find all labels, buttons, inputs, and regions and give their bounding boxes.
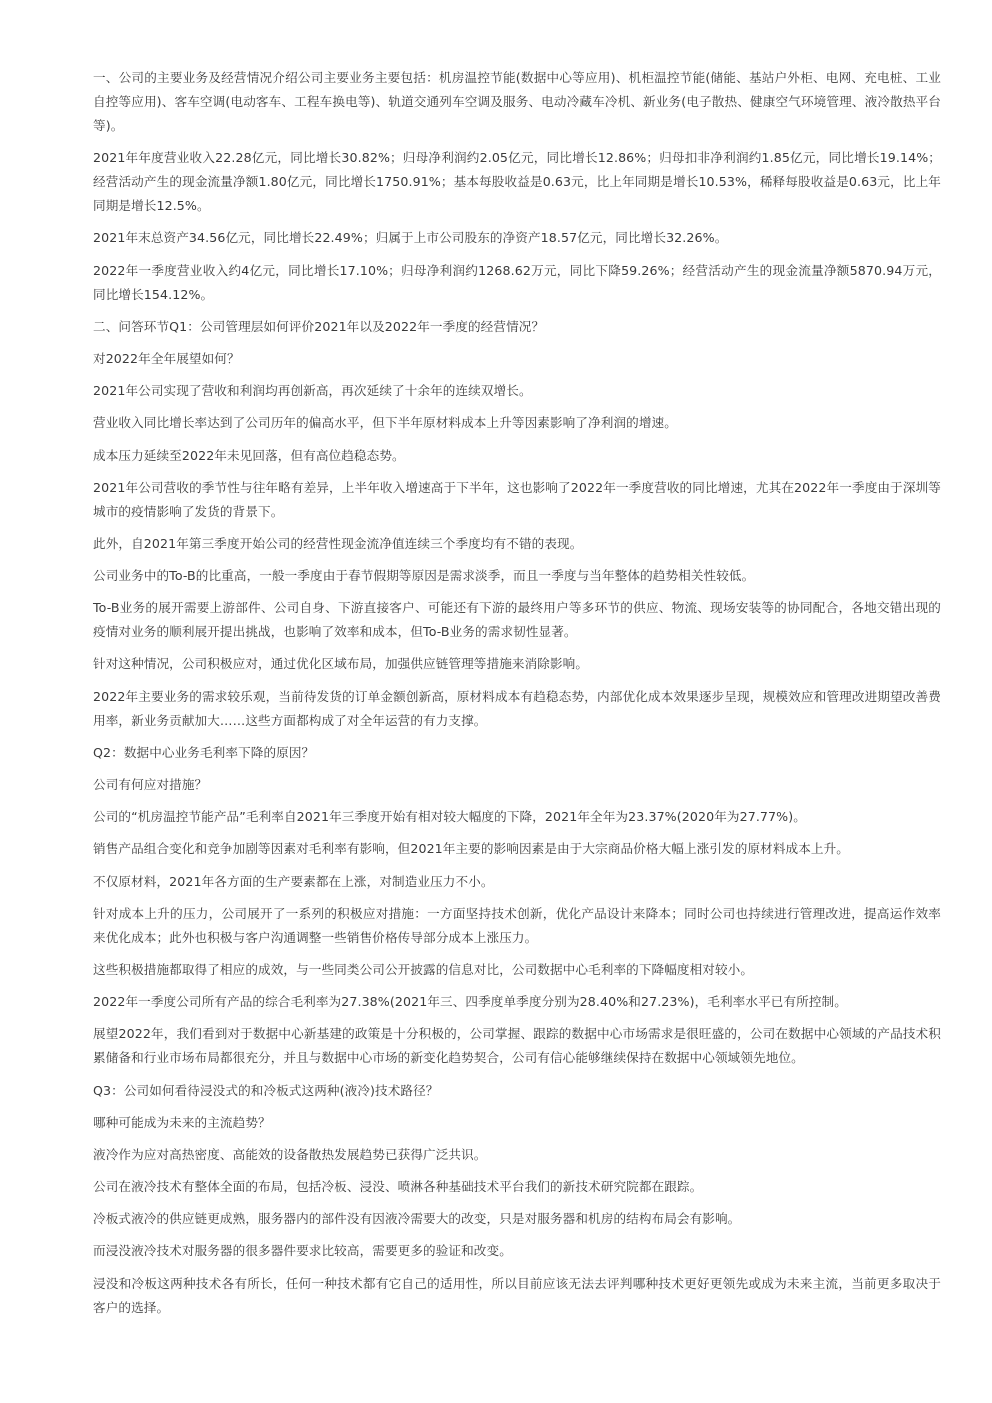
- answer-paragraph: 公司业务中的To-B的比重高，一般一季度由于春节假期等原因是需求淡季，而且一季度与当年整体的趋势相关性较低。: [93, 568, 755, 584]
- answer-paragraph: 销售产品组合变化和竞争加剧等因素对毛利率有影响，但2021年主要的影响因素是由于大宗商品价格大幅上涨引发的原材料成本上升。: [93, 841, 849, 857]
- answer-paragraph: 而浸没液冷技术对服务器的很多器件要求比较高，需要更多的验证和改变。: [93, 1243, 512, 1259]
- answer-paragraph: 公司在液冷技术有整体全面的布局，包括冷板、浸没、喷淋各种基础技术平台我们的新技术研究院都在跟踪。: [93, 1179, 703, 1195]
- document-page: [93, 66, 941, 1328]
- answer-paragraph: 不仅原材料，2021年各方面的生产要素都在上涨，对制造业压力不小。: [93, 873, 494, 889]
- answer-paragraph: 成本压力延续至2022年未见回落，但有高位趋稳态势。: [93, 447, 405, 463]
- answer-paragraph: 这些积极措施都取得了相应的成效，与一些同类公司公开披露的信息对比，公司数据中心毛利率的下降幅度相对较小。: [93, 961, 754, 977]
- business-overview-paragraph: 一、公司的主要业务及经营情况介绍公司主要业务主要包括：机房温控节能(数据中心等应用)、机柜温控节能(储能、基站户外柜、电网、充电桩、工业自控等应用)、客车空调(电动客车、工程车换电等)、轨道交通列车空调及服务、电动冷藏车冷机、新业务(电子散热、健康空气环境管理、液冷散热平台等)。: [93, 70, 941, 133]
- q2-followup-question: 公司有何应对措施？: [93, 777, 208, 792]
- q2-heading: Q2：数据中心业务毛利率下降的原因？: [93, 744, 315, 760]
- answer-paragraph: 冷板式液冷的供应链更成熟，服务器内的部件没有因液冷需要大的改变，只是对服务器和机房的结构布局会有影响。: [93, 1211, 741, 1227]
- qa-section-q1-heading: 二、问答环节Q1：公司管理层如何评价2021年以及2022年一季度的经营情况？: [93, 318, 545, 334]
- answer-paragraph: 2022年一季度公司所有产品的综合毛利率为27.38%(2021年三、四季度单季度分别为28.40%和27.23%)，毛利率水平已有所控制。: [93, 994, 847, 1010]
- q1-followup-question: 对2022年全年展望如何？: [93, 350, 240, 366]
- answer-paragraph: 浸没和冷板这两种技术各有所长，任何一种技术都有它自己的适用性，所以目前应该无法去评判哪种技术更好更领先或成为未来主流，当前更多取决于客户的选择。: [93, 1275, 941, 1315]
- q1-2022-results-paragraph: 2022年一季度营业收入约4亿元，同比增长17.10%；归母净利润约1268.62万元，同比下降59.26%；经营活动产生的现金流量净额5870.94万元，同比增长154.12%。: [93, 262, 941, 302]
- answer-paragraph: 2021年公司实现了营收和利润均再创新高，再次延续了十余年的连续双增长。: [93, 383, 532, 399]
- q3-followup-question: 哪种可能成为未来的主流趋势？: [93, 1114, 271, 1130]
- answer-paragraph: 针对这种情况，公司积极应对，通过优化区域布局，加强供应链管理等措施来消除影响。: [93, 656, 589, 672]
- answer-paragraph: 针对成本上升的压力，公司展开了一系列的积极应对措施：一方面坚持技术创新，优化产品设计来降本；同时公司也持续进行管理改进，提高运作效率来优化成本；此外也积极与客户沟通调整一些销售价格传导部分成本上涨压力。: [93, 905, 941, 945]
- q3-heading: Q3：公司如何看待浸没式的和冷板式这两种(液冷)技术路径？: [93, 1082, 439, 1098]
- answer-paragraph: 2021年公司营收的季节性与往年略有差异，上半年收入增速高于下半年，这也影响了2022年一季度营收的同比增速，尤其在2022年一季度由于深圳等城市的疫情影响了发货的背景下。: [93, 479, 941, 519]
- answer-paragraph: 营业收入同比增长率达到了公司历年的偏高水平，但下半年原材料成本上升等因素影响了净利润的增速。: [93, 415, 677, 431]
- answer-paragraph: 公司的“机房温控节能产品”毛利率自2021年三季度开始有相对较大幅度的下降，2021年全年为23.37%(2020年为27.77%)。: [93, 809, 806, 825]
- answer-paragraph: 液冷作为应对高热密度、高能效的设备散热发展趋势已获得广泛共识。: [93, 1146, 487, 1162]
- answer-paragraph: 此外，自2021年第三季度开始公司的经营性现金流净值连续三个季度均有不错的表现。: [93, 535, 583, 551]
- total-assets-paragraph: 2021年末总资产34.56亿元，同比增长22.49%；归属于上市公司股东的净资产18.57亿元，同比增长32.26%。: [93, 230, 728, 246]
- answer-paragraph: 展望2022年，我们看到对于数据中心新基建的政策是十分积极的，公司掌握、跟踪的数据中心市场需求是很旺盛的，公司在数据中心领域的产品技术积累储备和行业市场布局都很充分，并且与数据中心市场的新变化趋势契合，公司有信心能够继续保持在数据中心领域领先地位。: [93, 1026, 941, 1066]
- answer-paragraph: To-B业务的展开需要上游部件、公司自身、下游直接客户、可能还有下游的最终用户等多环节的供应、物流、现场安装等的协同配合，各地交错出现的疫情对业务的顺利展开提出挑战，也影响了效率和成本，但To-B业务的需求韧性显著。: [93, 600, 941, 640]
- answer-paragraph: 2022年主要业务的需求较乐观，当前待发货的订单金额创新高，原材料成本有趋稳态势，内部优化成本效果逐步呈现，规模效应和管理改进期望改善费用率，新业务贡献加大……这些方面都构成了对全年运营的有力支撑。: [93, 688, 941, 728]
- annual-results-paragraph: 2021年年度营业收入22.28亿元，同比增长30.82%；归母净利润约2.05亿元，同比增长12.86%；归母扣非净利润约1.85亿元，同比增长19.14%；经营活动产生的现金流量净额1.80亿元，同比增长1750.91%；基本每股收益是0.63元，比上年同期是增长10.53%，稀释每股收益是0.63元，比上年同期是增长12.5%。: [93, 150, 941, 214]
